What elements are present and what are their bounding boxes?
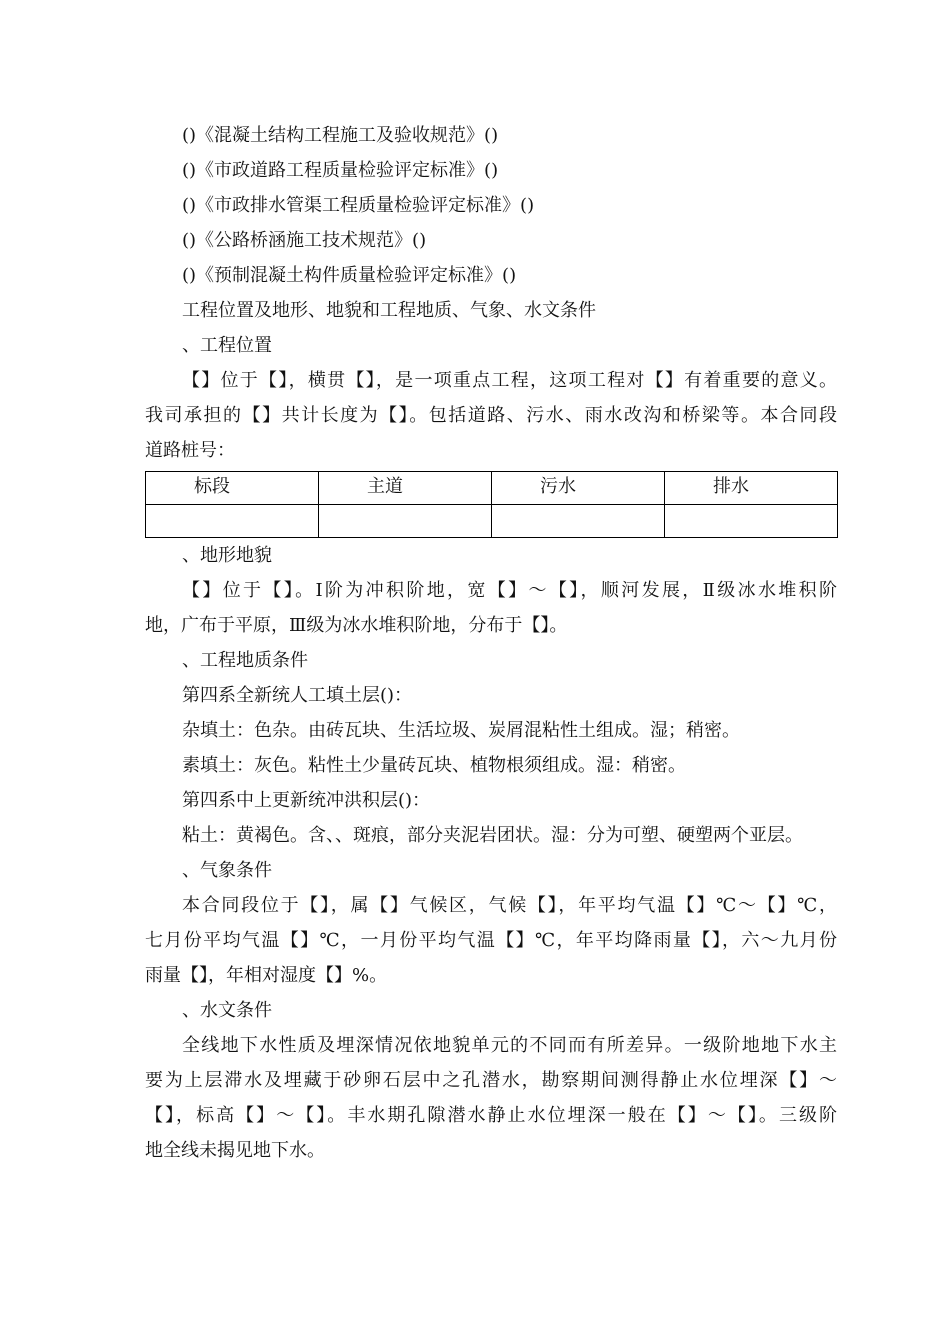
terrain-paragraph-line: 地，广布于平原，Ⅲ级为冰水堆积阶地，分布于【】。: [145, 615, 568, 636]
table-cell: [319, 505, 492, 538]
geology-paragraph-line: 粘土：黄褐色。含、、斑痕，部分夹泥岩团状。湿：分为可塑、硬塑两个亚层。: [182, 825, 803, 846]
geology-paragraph-line: 杂填土：色杂。由砖瓦块、生活垃圾、炭屑混粘性土组成。湿；稍密。: [182, 720, 740, 741]
standard-item: ()《市政道路工程质量检验评定标准》(): [182, 160, 499, 181]
document-body: [145, 118, 837, 1168]
terrain-paragraph-line: 【】位于【】。Ⅰ阶为冲积阶地，宽【】～【】，顺河发展，Ⅱ级冰水堆积阶: [182, 580, 837, 601]
hydrology-paragraph-line: 【】，标高【】～【】。丰水期孔隙潜水静止水位埋深一般在【】～【】。三级阶: [145, 1105, 837, 1126]
section-title: 工程位置及地形、地貌和工程地质、气象、水文条件: [182, 300, 596, 321]
standard-item: ()《混凝土结构工程施工及验收规范》(): [182, 125, 499, 146]
hydrology-heading: 、水文条件: [182, 1000, 272, 1021]
table-header-cell: 主道: [319, 472, 492, 505]
table-header-cell: 污水: [492, 472, 665, 505]
weather-paragraph-line: 本合同段位于【】，属【】气候区，气候【】，年平均气温【】℃～【】℃，: [182, 895, 837, 916]
location-paragraph-line: 道路桩号：: [145, 440, 235, 461]
table-header-cell: 排水: [665, 472, 838, 505]
geology-paragraph-line: 第四系中上更新统冲洪积层()：: [182, 790, 431, 811]
hydrology-paragraph-line: 地全线未揭见地下水。: [145, 1140, 325, 1161]
hydrology-paragraph-line: 要为上层滞水及埋藏于砂卵石层中之孔潜水，勘察期间测得静止水位埋深【】～: [145, 1070, 837, 1091]
table-cell: [665, 505, 838, 538]
location-paragraph-line: 我司承担的【】共计长度为【】。包括道路、污水、雨水改沟和桥梁等。本合同段: [145, 405, 837, 426]
table-header-row: [146, 472, 838, 505]
table-row: [146, 505, 838, 538]
section-table: [145, 471, 838, 538]
standard-item: ()《公路桥涵施工技术规范》(): [182, 230, 427, 251]
location-paragraph-line: 【】位于【】，横贯【】，是一项重点工程，这项工程对【】有着重要的意义。: [182, 370, 837, 391]
terrain-heading: 、地形地貌: [182, 545, 272, 566]
standard-item: ()《市政排水管渠工程质量检验评定标准》(): [182, 195, 535, 216]
standard-item: ()《预制混凝土构件质量检验评定标准》(): [182, 265, 517, 286]
geology-paragraph-line: 第四系全新统人工填土层()：: [182, 685, 413, 706]
table-cell: [146, 505, 319, 538]
weather-paragraph-line: 七月份平均气温【】℃，一月份平均气温【】℃，年平均降雨量【】，六～九月份: [145, 930, 837, 951]
weather-paragraph-line: 雨量【】，年相对湿度【】%。: [145, 965, 388, 986]
hydrology-paragraph-line: 全线地下水性质及埋深情况依地貌单元的不同而有所差异。一级阶地地下水主: [182, 1035, 837, 1056]
geology-paragraph-line: 素填土：灰色。粘性土少量砖瓦块、植物根须组成。湿：稍密。: [182, 755, 686, 776]
location-heading: 、工程位置: [182, 335, 272, 356]
geology-heading: 、工程地质条件: [182, 650, 308, 671]
table-cell: [492, 505, 665, 538]
table-header-cell: 标段: [146, 472, 319, 505]
weather-heading: 、气象条件: [182, 860, 272, 881]
standards-list: [145, 118, 837, 293]
